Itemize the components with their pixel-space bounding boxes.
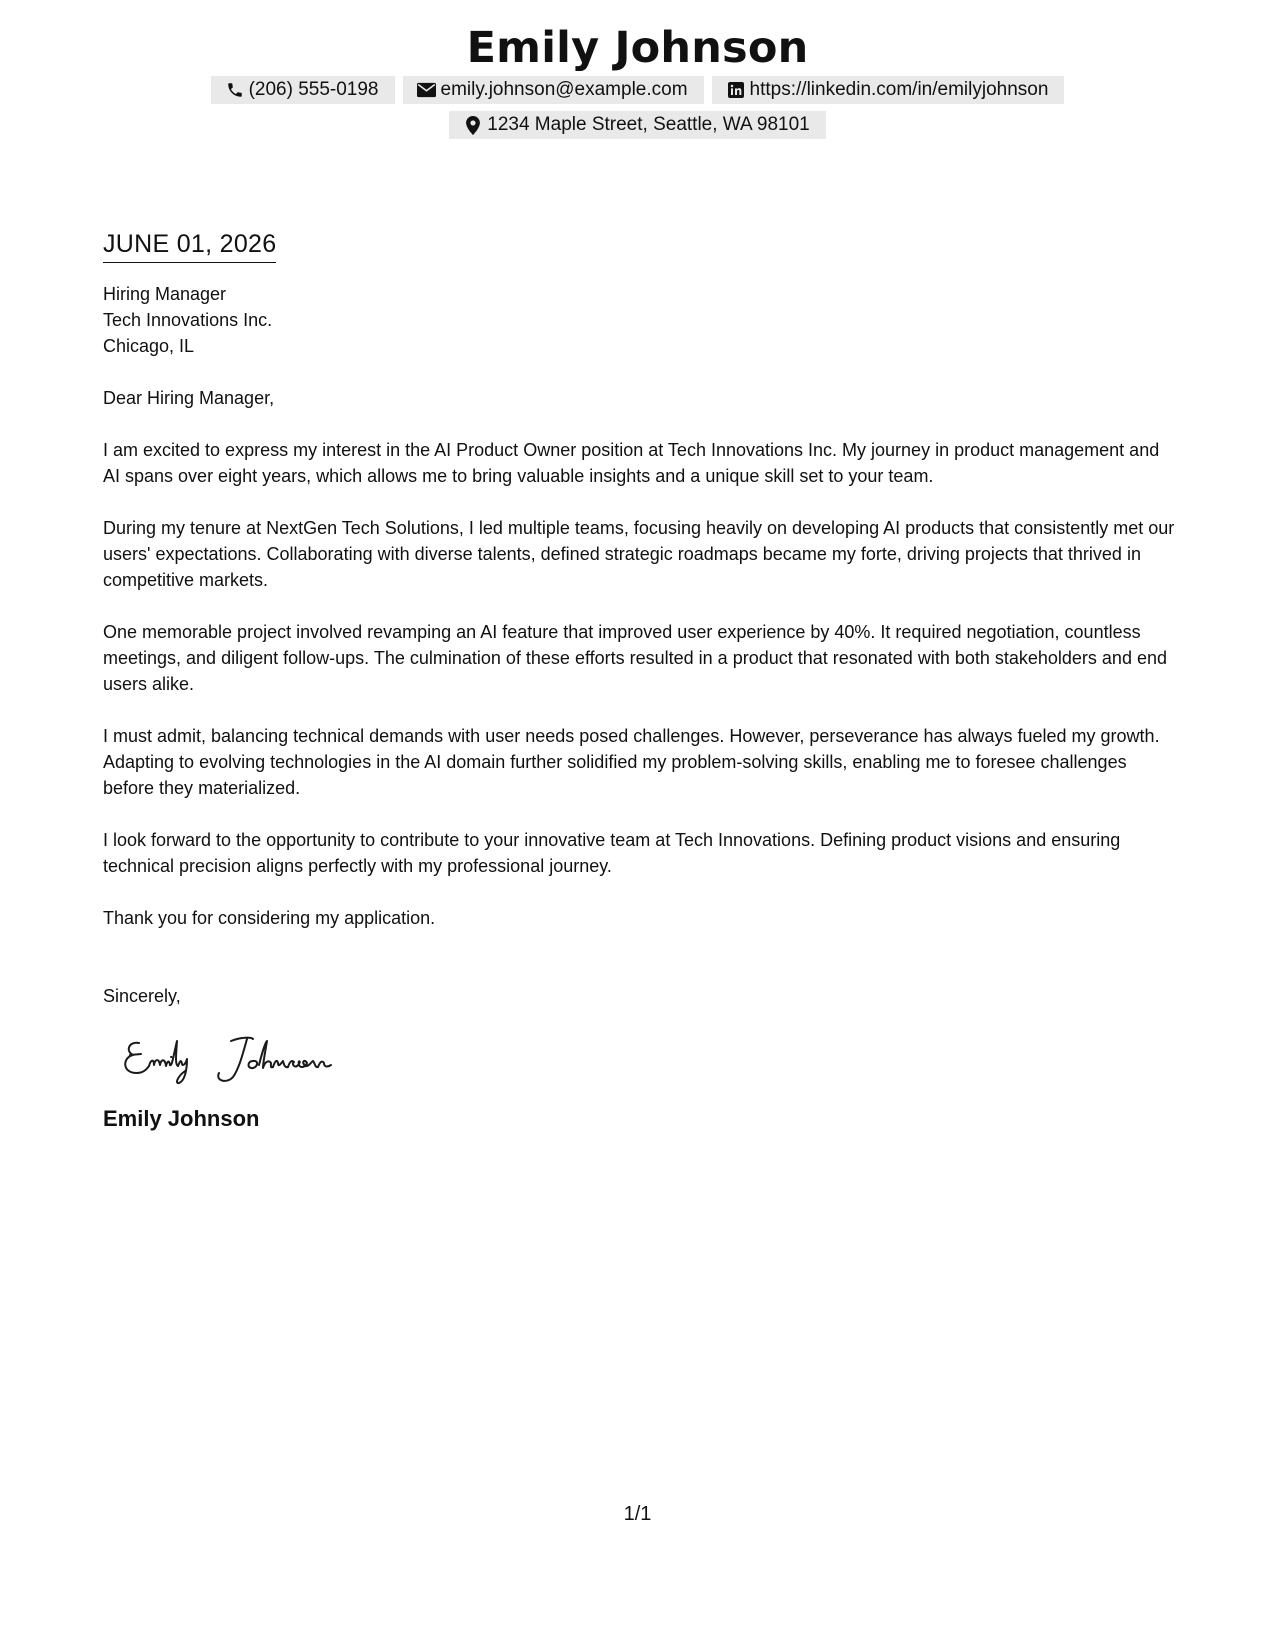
applicant-name: Emily Johnson — [466, 23, 809, 73]
body-paragraph: I must admit, balancing technical demands with user needs posed challenges. However, perseverance has always fueled my growth. Adapting to evolving technologies in the AI domain further solidified my problem-solving skills, enabling me to foresee challenges before they materialized. — [103, 726, 1160, 798]
signoff: Sincerely, — [103, 986, 181, 1006]
linkedin-text: https://linkedin.com/in/emilyjohnson — [749, 79, 1049, 100]
body-paragraph: During my tenure at NextGen Tech Solutions, I led multiple teams, focusing heavily on developing AI products that consistently met our users' expectations. Collaborating with diverse talents, defined strategic roadmaps became my forte, driving projects that thrived in competitive markets. — [103, 518, 1175, 590]
letter-date: JUNE 01, 2026 — [103, 228, 276, 263]
handwritten-signature — [119, 1029, 349, 1089]
recipient-location: Chicago, IL — [103, 336, 195, 356]
recipient-company: Tech Innovations Inc. — [103, 310, 273, 330]
address-chip — [449, 111, 826, 139]
phone-text: (206) 555-0198 — [248, 79, 379, 100]
body-paragraph: I am excited to express my interest in the AI Product Owner position at Tech Innovations Inc. My journey in product management and AI spans over eight years, which allows me to bring valuable insights and a unique skill set to your team. — [103, 440, 1160, 486]
contact-row-primary — [0, 76, 1275, 104]
closing-thanks: Thank you for considering my application. — [103, 908, 436, 928]
letter-header — [0, 20, 1275, 139]
map-pin-icon — [463, 115, 483, 135]
contact-row-secondary — [0, 111, 1275, 139]
linkedin-icon — [726, 80, 746, 100]
recipient-block — [103, 281, 1178, 359]
salutation: Dear Hiring Manager, — [103, 388, 275, 408]
envelope-icon — [417, 80, 437, 100]
address-text: 1234 Maple Street, Seattle, WA 98101 — [487, 114, 810, 135]
signer-name: Emily Johnson — [103, 1106, 260, 1131]
signature-image — [119, 1029, 349, 1089]
email-chip — [403, 76, 704, 104]
recipient-title: Hiring Manager — [103, 284, 227, 304]
linkedin-chip — [712, 76, 1065, 104]
letter-body — [103, 228, 1178, 1133]
email-text: emily.johnson@example.com — [440, 79, 688, 100]
body-paragraph: I look forward to the opportunity to contribute to your innovative team at Tech Innovations. Defining product visions and ensuring technical precision aligns perfectly with my professional journey. — [103, 830, 1121, 876]
phone-icon — [225, 80, 245, 100]
body-paragraph: One memorable project involved revamping an AI feature that improved user experience by 40%. It required negotiation, countless meetings, and diligent follow-ups. The culmination of these efforts resulted in a product that resonated with both stakeholders and end users alike. — [103, 622, 1167, 694]
page-number: 1/1 — [623, 1503, 652, 1525]
phone-chip — [211, 76, 395, 104]
